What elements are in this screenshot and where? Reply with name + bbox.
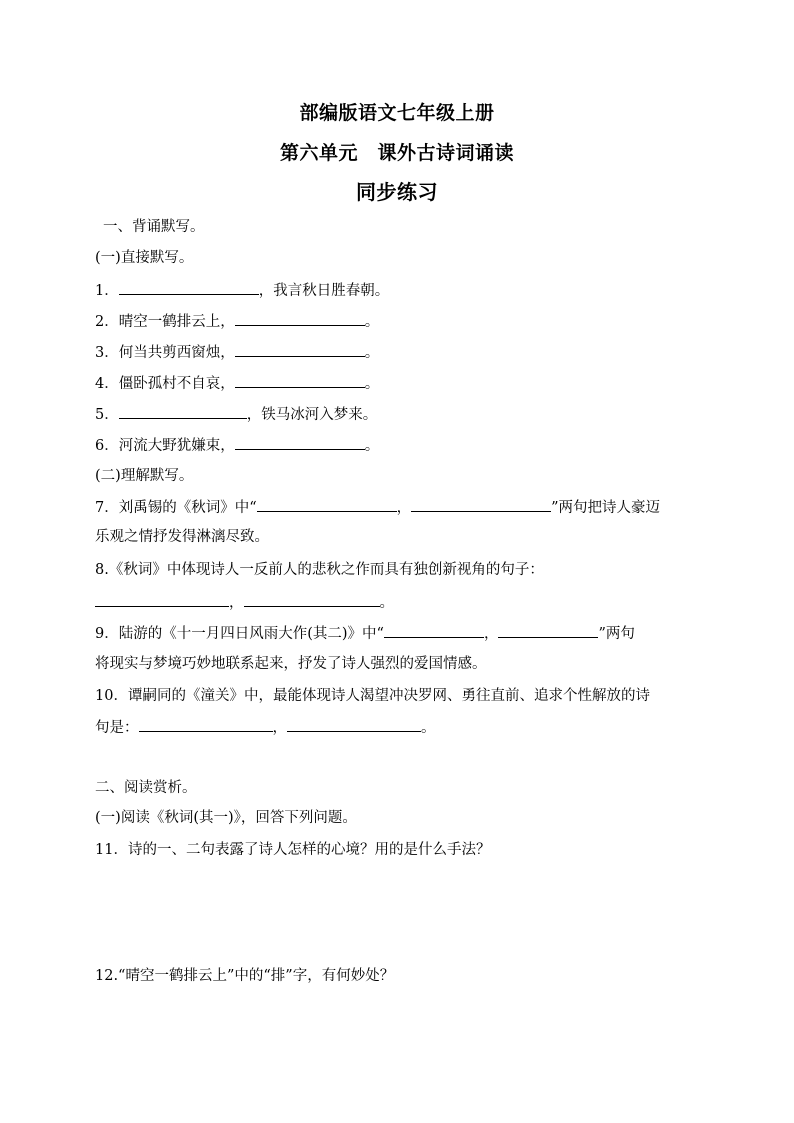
question-7-continued: 乐观之情抒发得淋漓尽致。 — [95, 529, 269, 545]
question-9-text: 9．陆游的《十一月四日风雨大作(其二)》中“ — [95, 626, 384, 642]
question-3 — [95, 342, 379, 363]
unit-subtitle: 第六单元 课外古诗词诵读 — [279, 142, 514, 164]
question-2-end: 。 — [364, 314, 380, 330]
question-9-blank-1[interactable] — [384, 623, 484, 638]
question-4-text: 4．僵卧孤村不自哀， — [95, 376, 235, 392]
worksheet-title: 部编版语文七年级上册 — [299, 102, 495, 124]
question-7-blank-1[interactable] — [257, 497, 397, 512]
question-4-end: 。 — [364, 376, 380, 392]
question-9-blank-2[interactable] — [498, 623, 598, 638]
section-2-part-1-title: (一)阅读《秋词(其一)》，回答下列问题。 — [95, 810, 357, 826]
question-5-blank[interactable] — [119, 404, 247, 419]
section-1-part-1-title: (一)直接默写。 — [95, 250, 194, 266]
question-4 — [95, 373, 379, 394]
question-8-blank-2[interactable] — [244, 592, 380, 607]
question-1-number: 1． — [95, 283, 119, 299]
question-4-blank[interactable] — [235, 373, 365, 388]
question-7 — [95, 497, 660, 518]
question-5-text: ，铁马冰河入梦来。 — [246, 407, 378, 423]
question-9-end: ”两句 — [598, 626, 635, 642]
question-3-blank[interactable] — [235, 342, 365, 357]
question-2-blank[interactable] — [235, 311, 365, 326]
question-10-comma: ， — [272, 720, 287, 736]
question-10: 10．谭嗣同的《潼关》中，最能体现诗人渴望冲决罗网、勇往直前、追求个性解放的诗 — [95, 688, 650, 704]
question-7-end: ”两句把诗人豪迈 — [551, 500, 661, 516]
question-8-answer — [95, 592, 394, 613]
question-9 — [95, 623, 635, 644]
exercise-heading: 同步练习 — [356, 180, 438, 204]
question-3-text: 3．何当共剪西窗烛， — [95, 345, 235, 361]
question-12: 12.“晴空一鹤排云上”中的“排”字，有何妙处？ — [95, 968, 395, 984]
section-2-title: 二、阅读赏析。 — [95, 780, 197, 796]
question-10-end: 。 — [421, 720, 436, 736]
question-5-number: 5． — [95, 407, 119, 423]
question-10-blank-1[interactable] — [139, 717, 273, 732]
question-8-blank-1[interactable] — [95, 592, 229, 607]
question-1 — [95, 280, 389, 301]
question-7-blank-2[interactable] — [411, 497, 551, 512]
section-1-title: 一、背诵默写。 — [103, 219, 205, 235]
question-1-blank[interactable] — [119, 280, 259, 295]
question-2 — [95, 311, 379, 332]
question-8-end: 。 — [379, 595, 394, 611]
question-8: 8.《秋词》中体现诗人一反前人的悲秋之作而具有独创新视角的句子： — [95, 562, 544, 578]
question-2-text: 2．晴空一鹤排云上， — [95, 314, 235, 330]
question-9-continued: 将现实与梦境巧妙地联系起来，抒发了诗人强烈的爱国情感。 — [95, 656, 487, 672]
question-8-comma: ， — [229, 595, 244, 611]
question-10-prefix: 句是： — [95, 720, 139, 736]
question-10-blank-2[interactable] — [287, 717, 421, 732]
question-6-text: 6．河流大野犹嫌束， — [95, 438, 235, 454]
question-11: 11．诗的一、二句表露了诗人怎样的心境？用的是什么手法？ — [95, 842, 491, 858]
section-1-part-2-title: (二)理解默写。 — [95, 468, 194, 484]
question-9-comma: ， — [483, 626, 499, 642]
question-10-answer — [95, 717, 436, 738]
question-6-blank[interactable] — [235, 435, 365, 450]
question-1-text: ，我言秋日胜春朝。 — [258, 283, 390, 299]
question-5 — [95, 404, 377, 425]
question-7-comma: ， — [396, 500, 412, 516]
question-7-text: 7．刘禹锡的《秋词》中“ — [95, 500, 257, 516]
question-6-end: 。 — [364, 438, 380, 454]
question-6 — [95, 435, 379, 456]
question-3-end: 。 — [364, 345, 380, 361]
